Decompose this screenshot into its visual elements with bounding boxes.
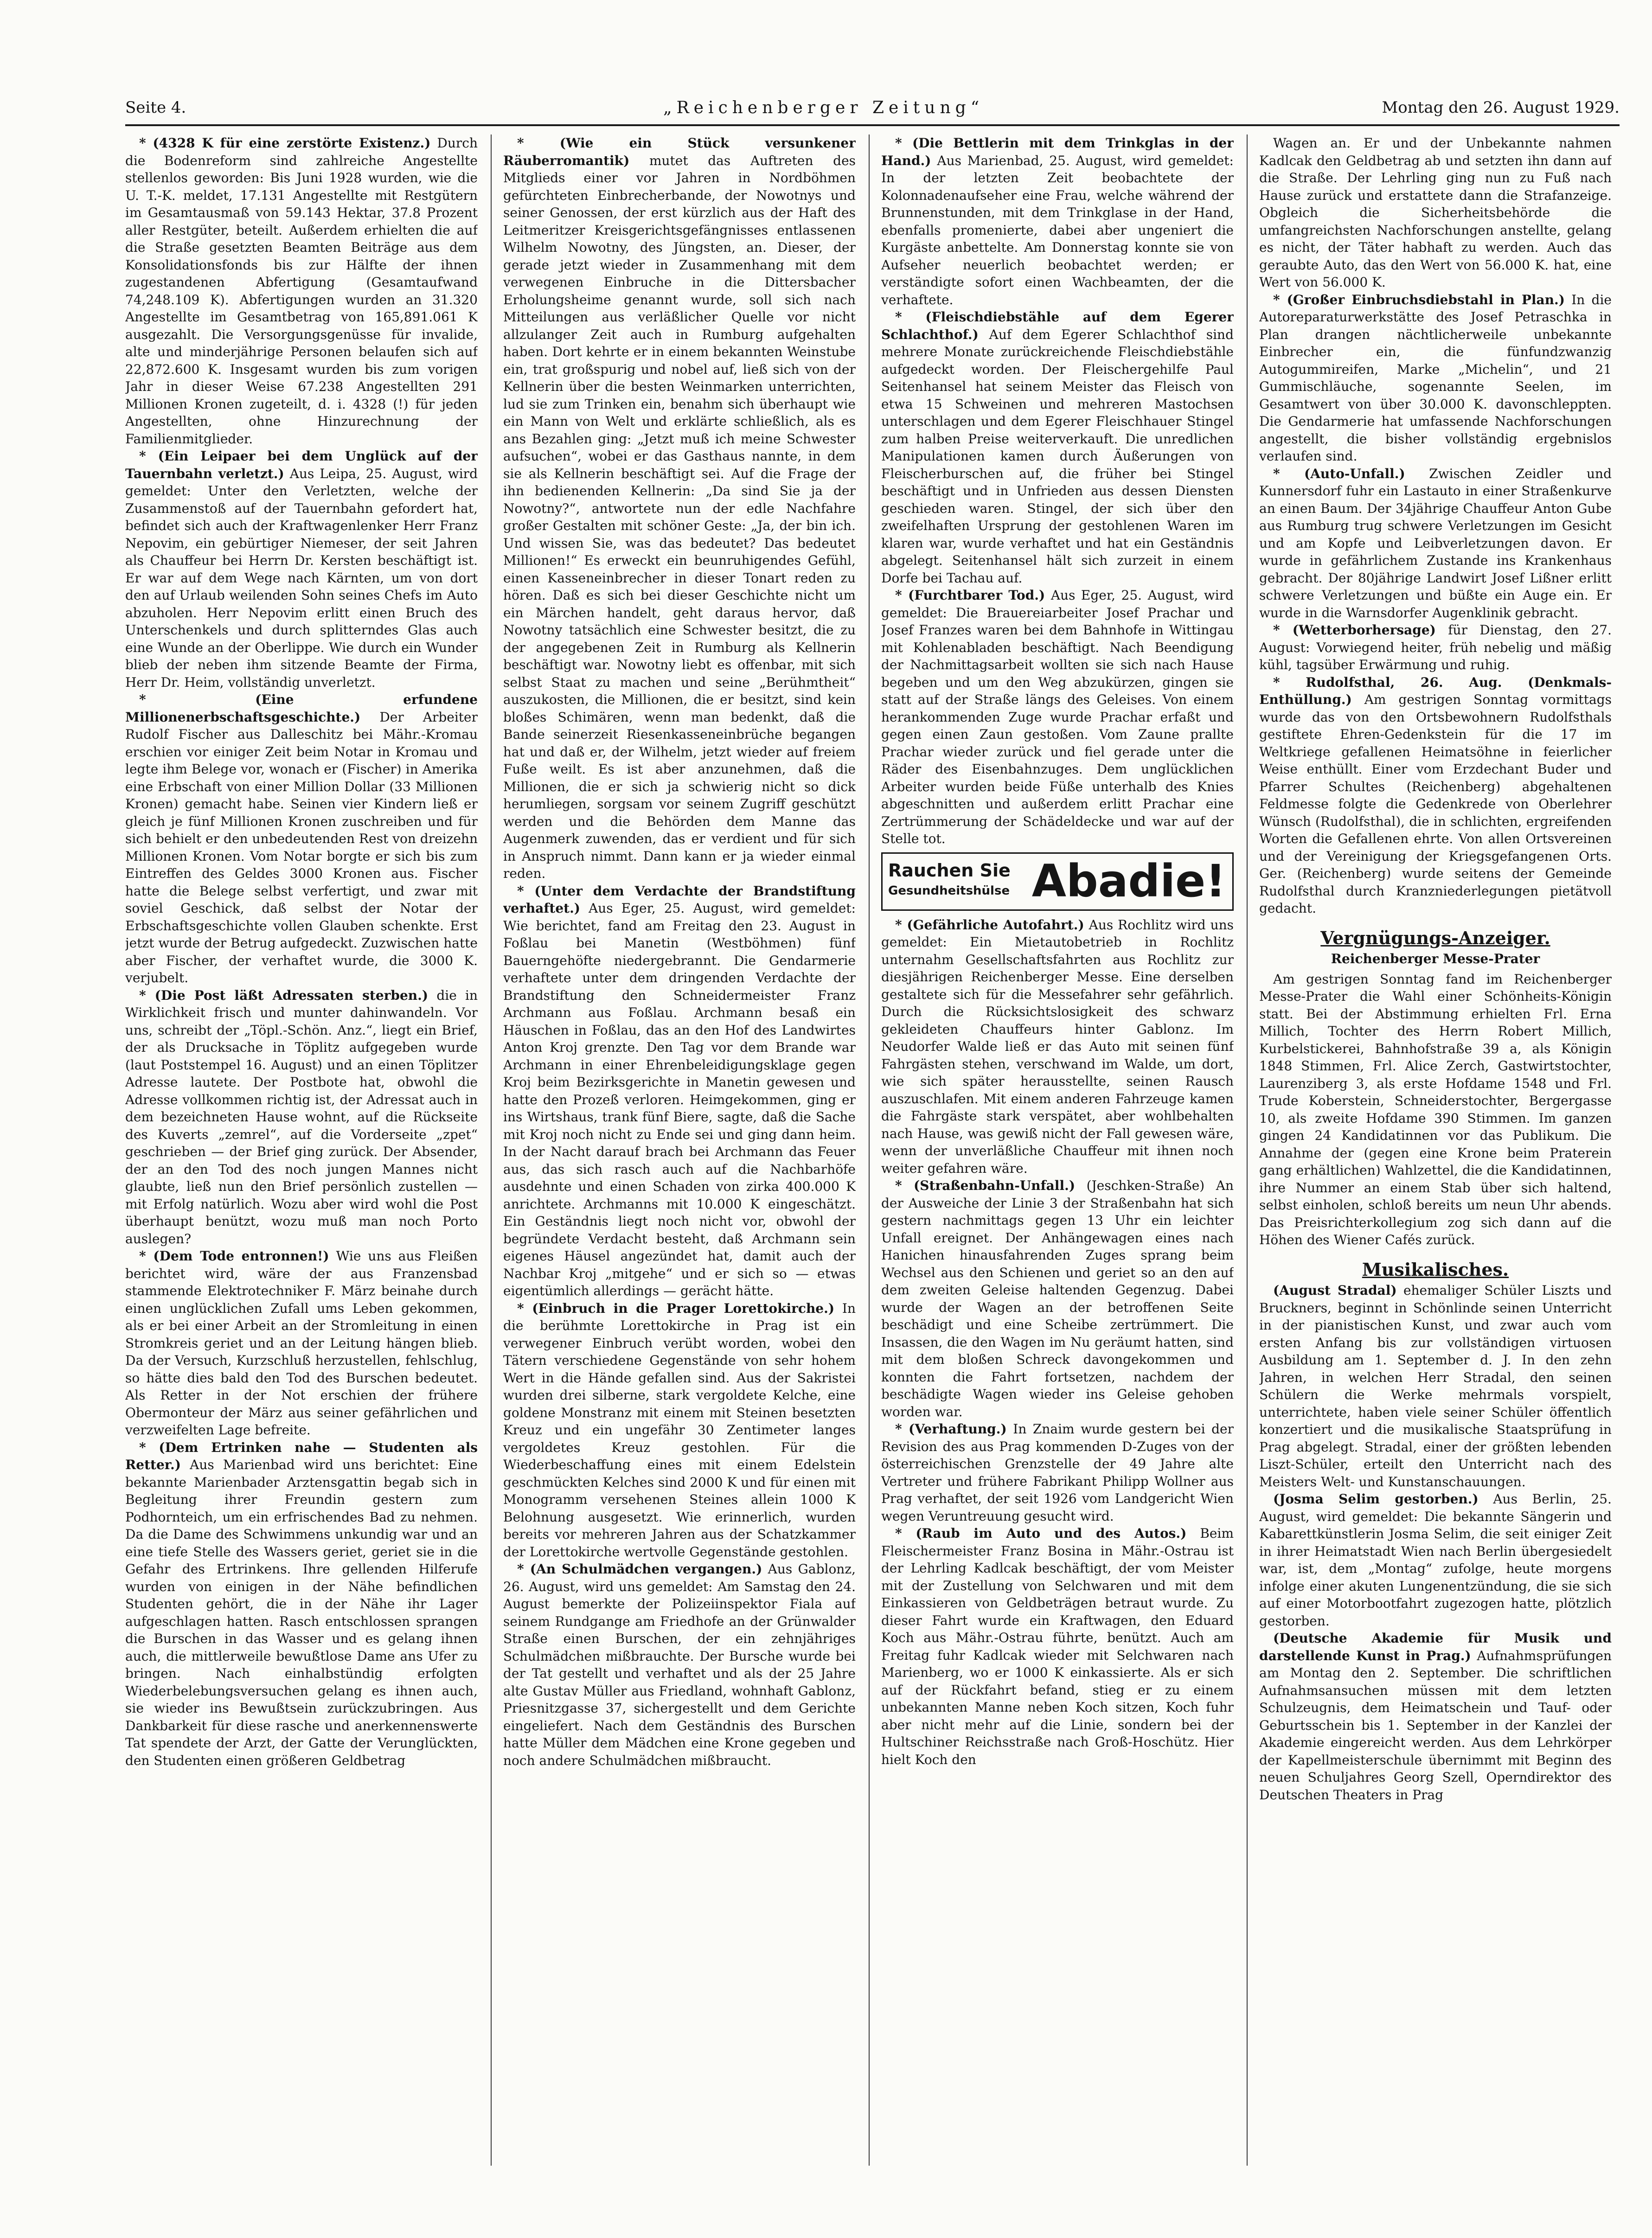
article-text: ehemaliger Schüler Liszts und Bruckners, beginnt in Schönlinde seinen Unterricht in der pianistischen Kunst, und zwar auch vom ersten Anfang bis zur vollständigen virtuosen Ausbildung am 1. September d. J. In den zehn Jahren, in welchen Herr Stradal, den seinen Schülern die Werke mehrmals vorspielt, unterrichtete, haben viele seiner Schüler öffentlich konzertiert und die musikalische Staatsprüfung in Prag abgelegt. Stradal, einer der größten lebenden Liszt-Schüler, erteilt den Unterricht nach des Meisters Welt- und Kunstanschauungen. — [1259, 1283, 1612, 1490]
column-divider — [491, 134, 492, 2166]
article-text: (Jeschken-Straße) An der Ausweiche der Linie 3 der Straßenbahn hat sich gestern nachmittags gegen 13 Uhr ein leichter Unfall ereignet. Der Anhängewagen eines nach Hanichen hinausfahrenden Zuges sprang beim Wechsel aus den Schienen und geriet so an den auf dem zweiten Geleise haltenden Gegenzug. Dabei wurde der Wagen an der betroffenen Seite beschädigt und eine Scheibe zertrümmert. Die Insassen, die den Wagen im Nu geräumt hatten, sind mit dem bloßen Schreck davongekommen und konnten die Fahrt fortsetzen, nachdem der beschädigte Wagen wieder ins Geleise gehoben worden war. — [881, 1178, 1234, 1420]
subsection-heading: Reichenberger Messe-Prater — [1331, 951, 1540, 966]
ad-line1: Rauchen Sie — [888, 860, 1011, 881]
article-heading: * (Die Post läßt Adressaten sterben.) — [139, 987, 429, 1003]
article-heading: * (4328 K für eine zerstörte Existenz.) — [139, 135, 431, 151]
article-heading: * (Unter dem Verdachte der Brandstiftung verhaftet.) — [503, 883, 856, 916]
article-text: Der Arbeiter Rudolf Fischer aus Dalleschitz bei Mähr.-Kromau erschien vor einiger Zeit beim Notar in Kromau und legte ihm Belege vor, wonach er (Fischer) in Amerika eine Erbschaft von einer Million Dollar (33 Millionen Kronen) gemacht habe. Seinen vier Kindern ließ er gleich je fünf Millionen Kronen zuschreiben und für sich behielt er den unbedeutenden Rest von dreizehn Millionen Kronen. Vom Notar borgte er sich bis zum Eintreffen des Geldes 3000 Kronen aus. Fischer hatte die Belege selbst verfertigt, und zwar mit soviel Geschick, daß selbst der Notar der Erbschaftsgeschichte vollen Glauben schenkte. Erst jetzt wurde der Betrug aufgedeckt. Zuzwischen hatte aber Fischer, der verhaftet wurde, die 3000 K. verjubelt. — [125, 709, 478, 985]
article-text: Aus Marienbad wird uns berichtet: Eine bekannte Marienbader Arztensgattin begab sich in Begleitung ihrer Freundin gestern zum Podhornteich, um ein erfrischendes Bad zu nehmen. Da die Dame des Schwimmens unkundig war und an eine tiefe Stelle des Wassers geriet, geriet sie in die Gefahr des Ertrinkens. Ihre gellenden Hilferufe wurden von einigen in der Nähe befindlichen Studenten gehört, die in der Nähe ihr Lager aufgeschlagen hatten. Rasch entschlossen sprangen die Burschen in das Wasser und es gelang ihnen auch, die mittlerweile bewußtlose Dame ans Ufer zu bringen. Nach einhalbstündig erfolgten Wiederbelebungsversuchen gelang es ihnen auch, sie wieder ins Bewußtsein zurückzubringen. Aus Dankbarkeit für diese rasche und anerkennenswerte Tat spendete der Arzt, der Gatte der Verunglückten, den Studenten einen größeren Geldbetrag — [125, 1457, 478, 1768]
article-paragraph — [125, 1439, 478, 1770]
page-header — [125, 98, 1620, 128]
article-text: In die Autoreparaturwerkstätte des Josef Petraschka in Plan drangen nächtlicherweile unbekannte Einbrecher ein, die fünfundzwanzig Autogummireifen, Marke „Michelin“, und 21 Gummischläuche, sogenannte Seelen, im Gesamtwert von über 30.000 K. davonschleppten. Die Gendarmerie hat umfassende Nachforschungen angestellt, die bisher vollständig ergebnislos verlaufen sind. — [1259, 292, 1612, 464]
article-heading: * (Raub im Auto und des Autos.) — [895, 1526, 1187, 1541]
article-heading: * (Ein Leipaer bei dem Unglück auf der Tauernbahn verletzt.) — [125, 448, 478, 481]
article-text: Aus Marienbad, 25. August, wird gemeldet: In der letzten Zeit beobachtete der Kolonnadenaufseher eine Frau, welche während der Brunnenstunden, mit dem Trinkglase in der Hand, ebenfalls promenierte, dabei aber ungeniert die Kurgäste anbettelte. Am Donnerstag konnte sie von Aufseher neuerlich beobachtet werden; er verständigte sofort einen Wachbeamten, der die verhaftete. — [881, 153, 1234, 307]
article-heading: * Rudolfsthal, 26. Aug. (Denkmals-Enthüllung.) — [1259, 674, 1612, 707]
article-heading: * (Eine erfundene Millionenerbschaftsgeschichte.) — [125, 692, 478, 725]
ad-line2: Gesundheitshülse — [888, 883, 1010, 898]
article-text: Aus Eger, 25. August, wird gemeldet: Wie berichtet, fand am Freitag den 23. August in Foßlau bei Manetin (Westböhmen) fünf Bauerngehöfte niedergebrannt. Die Gendarmerie verhaftete unter dem dringenden Verdachte der Brandstiftung den Schneidermeister Franz Archmann aus Foßlau. Archmann besaß ein Häuschen in Foßlau, das an den Hof des Landwirtes Anton Kroj grenzte. Den Tag vor dem Brande war Archmann in einer Ehrenbeleidigungsklage gegen Kroj beim Bezirksgerichte in Manetin gewesen und hatte den Prozeß verloren. Heimgekommen, ging er ins Wirtshaus, trank fünf Biere, sagte, daß die Sache mit Kroj noch nicht zu Ende sei und ging dann heim. In der Nacht darauf brach bei Archmann das Feuer aus, das sich rasch auch auf die Nachbarhöfe ausdehnte und einen Schaden von zirka 400.000 K anrichtete. Archmanns mit 10.000 K eingeschätzt. Ein Geständnis liegt noch nicht vor, obwohl der begründete Verdacht besteht, daß Archmann sein eigenes Häusel angezündet hat, damit auch der Nachbar Kroj „mitgehe“ und er sich so — etwas eigentümlich allerdings — gerächt hätte. — [503, 901, 856, 1298]
issue-date: Montag den 26. August 1929. — [1382, 98, 1620, 117]
article-heading: * (Verhaftung.) — [895, 1421, 1007, 1437]
article-heading: * (Wetterborhersage) — [1273, 622, 1436, 638]
article-text: die in Wirklichkeit frisch und munter dahinwandeln. Vor uns, schreibt der „Töpl.-Schön. Anz.“, liegt ein Brief, der als Drucksache in Töplitz aufgegeben wurde (laut Poststempel 16. August) und an einen Töplitzer Adresse lautete. Der Postbote hat, obwohl die Adresse vollkommen richtig ist, der Adressat auch in dem bezeichneten Hause wohnt, auf die Rückseite des Kuverts „zemrel“, auf die Vorderseite „zpet“ geschrieben — der Brief ging zurück. Der Absender, der an den Tod des noch jungen Mannes nicht glaubte, ließ nun den Brief persönlich zustellen — mit Erfolg natürlich. Wozu aber wird wohl die Post überhaupt benützt, wozu muß man noch Porto auslegen? — [125, 987, 478, 1247]
article-paragraph — [125, 1247, 478, 1439]
column-divider — [869, 134, 870, 2166]
article-paragraph — [503, 1560, 856, 1769]
article-text: Zwischen Zeidler und Kunnersdorf fuhr ein Lastauto in einer Straßenkurve an einen Baum. Der 34jährige Chauffeur Anton Gube aus Rumburg trug schwere Verletzungen im Gesicht und am Kopfe und Leibverletzungen davon. Er wurde in gefährlichem Zustande ins Krankenhaus gebracht. Der 80jährige Landwirt Josef Lißner erlitt schwere Verletzungen und büßte ein Auge ein. Er wurde in die Warnsdorfer Augenklinik gebracht. — [1259, 466, 1612, 620]
column-1 — [125, 134, 478, 2161]
article-text: In Znaim wurde gestern bei der Revision des aus Prag kommenden D-Zuges von der österreichischen Grenzstelle der 49 Jahre alte Vertreter und frühere Fabrikant Philipp Wollner aus Prag verhaftet, der seit 1926 vom Landgericht Wien wegen Veruntreuung gesucht wird. — [881, 1421, 1234, 1524]
article-paragraph — [503, 1300, 856, 1561]
article-text: Am gestrigen Sonntag fand im Reichenberger Messe-Prater die Wahl einer Schönheits-Königin statt. Bei der Abstimmung erhielten Frl. Erna Millich, Tochter des Herrn Robert Millich, Kurbelstickerei, Bahnhofstraße 39 a, als Königin 1848 Stimmen, Frl. Alice Zerch, Gastwirtstochter, Laurenziberg 3, als erste Hofdame 1548 und Frl. Trude Koberstein, Schneiderstochter, Bergergasse 10, als zweite Hofdame 390 Stimmen. Im ganzen gingen 24 Kandidatinnen vor das Publikum. Die Annahme der (gegen eine Krone beim Praterein gang erhältlichen) Wahlzettel, die die Kandidatinnen, ihre Nummer an einem Stab über sich haltend, selbst einholen, schloß bereits um neun Uhr abends. Das Preisrichterkollegium zog sich dann auf die Höhen des Wiener Cafés zurück. — [1259, 971, 1612, 1247]
article-paragraph — [1259, 674, 1612, 917]
article-heading: (Deutsche Akademie für Musik und darstellende Kunst in Prag.) — [1259, 1631, 1612, 1663]
newspaper-title: „Reichenberger Zeitung“ — [663, 98, 984, 117]
article-text: Wie uns aus Fleißen berichtet wird, wäre der aus Franzensbad stammende Elektrotechniker F. März beinahe durch einen unglücklichen Zufall ums Leben gekommen, als er bei einer Arbeit an der Stromleitung in einen Stromkreis geriet und an der Leitung hängen blieb. Da der Versuch, Kurzschluß herzustellen, fehlschlug, so hätte dies bald den Tod des Burschen bedeutet. Als Retter in der Not erschien der frühere Obermonteur der März aus seiner gefährlichen und verzweifelten Lage befreite. — [125, 1248, 478, 1438]
advertisement-abadie — [881, 852, 1234, 911]
article-text: In die berühmte Lorettokirche in Prag ist ein verwegener Einbruch verübt worden, wobei den Tätern verschiedene Gegenstände von sehr hohem Wert in die Hände gefallen sind. Aus der Sakristei wurden drei silberne, stark vergoldete Kelche, eine goldene Monstranz mit einem mit Steinen besetzten Kreuz und ein ungefähr 30 Zentimeter langes vergoldetes Kreuz gestohlen. Für die Wiederbeschaffung eines mit einem Edelstein geschmückten Kelches sind 2000 K und für einen mit Monogramm versehenen Steines allein 1000 K Belohnung ausgesetzt. Wie erinnerlich, wurden bereits vor mehreren Jahren aus der Schatzkammer der Lorettokirche wertvolle Gegenstände gestohlen. — [503, 1300, 856, 1560]
article-paragraph — [125, 691, 478, 987]
article-text: Durch die Bodenreform sind zahlreiche Angestellte stellenlos geworden: Bis Juni 1928 wurden, wie die U. T.-K. meldet, 17.131 Angestellte mit Restgütern im Gesamtausmaß von 59.143 Hektar, 37.8 Prozent aller Restgüter, beteilt. Außerdem erhielten die auf die Straße gesetzten Beamten Beiträge aus dem Konsolidationsfonds bis zur Hälfte der ihnen zugestandenen Abfertigung (Gesamtaufwand 74,248.109 K). Abfertigungen wurden an 31.320 Angestellte im Gesamtbetrag von 165,891.061 K ausgezahlt. Die Versorgungsgenüsse für invalide, alte und minderjährige Personen belaufen sich auf 22,872.600 K. Insgesamt wurden bis zum vorigen Jahr in dieser Weise 67.238 Angestellten 291 Millionen Kronen zugeteilt, d. i. 4328 (!) für jeden Angestellten, ohne Hinzurechnung der Familienmitglieder. — [125, 135, 478, 447]
article-paragraph — [1259, 1282, 1612, 1490]
section-heading: Musikalisches. — [1362, 1259, 1509, 1280]
article-paragraph — [1259, 291, 1612, 465]
article-text: Aus Gablonz, 26. August, wird uns gemeldet: Am Samstag den 24. August bemerkte der Polizeiinspektor Fiala auf seinem Rundgange am Friedhofe an der Grünwalder Straße einen Burschen, der ein zehnjähriges Schulmädchen mißbrauchte. Der Bursche wurde bei der Tat gestellt und verhaftet und als der 25 Jahre alte Gustav Müller aus Friedland, wohnhaft Gablonz, Priesnitzgasse 37, sichergestellt und dem Gerichte eingeliefert. Nach dem Geständnis des Burschen hatte Müller dem Mädchen eine Krone gegeben und noch andere Schulmädchen mißbraucht. — [503, 1561, 856, 1768]
article-paragraph — [125, 987, 478, 1248]
article-heading: * (Dem Ertrinken nahe — Studenten als Retter.) — [125, 1439, 478, 1472]
article-paragraph — [1259, 1630, 1612, 1803]
article-text: Aufnahmsprüfungen am Montag den 2. September. Die schriftlichen Aufnahmsansuchen müssen mit dem letzten Schulzeugnis, dem Heimatschein und Tauf- oder Geburtsschein bis 1. September in der Kanzlei der Akademie eingereicht werden. Aus dem Lehrkörper der Kapellmeisterschule übernimmt mit Beginn des neuen Schuljahres Georg Szell, Operndirektor des Deutschen Theaters in Prag — [1259, 1648, 1612, 1803]
column-2 — [503, 134, 856, 2161]
article-heading: * (Straßenbahn-Unfall.) — [895, 1178, 1076, 1193]
header-rule — [125, 124, 1620, 126]
article-paragraph — [503, 134, 856, 882]
article-paragraph — [503, 882, 856, 1300]
article-paragraph — [1259, 134, 1612, 291]
article-text: Auf dem Egerer Schlachthof sind mehrere Monate zurückreichende Fleischdiebstähle aufgedeckt worden. Der Fleischergehilfe Paul Seitenhansel hat seinem Meister das Fleisch von etwa 15 Schweinen und mehreren Mastochsen unterschlagen und dem Egerer Fleischhauer Stingel zum halben Preise weiterverkauft. Die unredlichen Manipulationen kamen durch Äußerungen von Fleischerburschen auf, die früher bei Stingel beschäftigt und in Unfrieden aus dessen Diensten geschieden waren. Stingel, der sich über den zweifelhaften Ursprung der gestohlenen Waren im klaren war, wurde verhaftet und hat ein Geständnis abgelegt. Seitenhansel hält sich zurzeit in einem Dorfe bei Tachau auf. — [881, 326, 1234, 586]
article-paragraph — [125, 448, 478, 691]
article-paragraph — [881, 587, 1234, 848]
section-heading: Vergnügungs-Anzeiger. — [1320, 927, 1550, 948]
article-paragraph — [881, 134, 1234, 308]
article-heading: (Josma Selim gestorben.) — [1273, 1491, 1479, 1507]
page-number: Seite 4. — [125, 98, 186, 117]
article-paragraph — [125, 134, 478, 448]
article-heading: * (Auto-Unfall.) — [1273, 466, 1405, 481]
column-4 — [1259, 134, 1612, 2161]
article-paragraph — [1259, 971, 1612, 1249]
article-heading: * (Großer Einbruchsdiebstahl in Plan.) — [1273, 292, 1565, 307]
article-text: Beim Fleischermeister Franz Bosina in Mähr.-Ostrau ist der Lehrling Kadlcak beschäftigt, der vom Meister mit der Zustellung von Selchwaren und mit dem Einkassieren von Geldbeträgen betraut wurde. Zu dieser Fahrt wurde ein Kraftwagen, den Eduard Koch aus Mähr.-Ostrau führte, benützt. Auch am Freitag fuhr Kadlcak wieder mit Selchwaren nach Marienberg, wo er 1000 K einkassierte. Als er sich auf der Rückfahrt befand, stieg er zu einem unbekannten Manne neben Koch sitzen, Koch fuhr aber nicht mehr auf die Linie, sondern bei der Hultschiner Reichsstraße nach Groß-Hoschütz. Hier hielt Koch den — [881, 1526, 1234, 1767]
article-text: Am gestrigen Sonntag vormittags wurde das von den Ortsbewohnern Rudolfsthals gestiftete Ehren-Gedenkstein für die 17 im Weltkriege gefallenen Heimatsöhne in feierlicher Weise enthüllt. Einer vom Erzdechant Buder und Pfarrer Schultes (Reichenberg) abgehaltenen Feldmesse folgte die Gedenkrede von Oberlehrer Wünsch (Rudolfsthal), die in schlichten, ergreifenden Worten die Gefallenen ehrte. Von allen Ortsvereinen und der Vereinigung der Kriegsgefangenen Orts. Ger. (Reichenberg) wurde seitens der Gemeinde Rudolfsthal durch Kranzniederlegungen pietätvoll gedacht. — [1259, 692, 1612, 916]
article-text: Aus Berlin, 25. August, wird gemeldet: Die bekannte Sängerin und Kabarettkünstlerin Josma Selim, die seit einiger Zeit in ihrer Heimatstadt Wien nach Berlin übergesiedelt war, ist, dem „Montag“ zufolge, heute morgens infolge einer akuten Lungenentzündung, die sie sich auf einer Motorbootfahrt zugezogen hatte, plötzlich gestorben. — [1259, 1491, 1612, 1629]
article-paragraph — [881, 1420, 1234, 1525]
article-paragraph — [1259, 1490, 1612, 1630]
article-heading: * (Wie ein Stück versunkener Räuberromantik) — [503, 135, 856, 168]
article-text: Aus Rochlitz wird uns gemeldet: Ein Mietautobetrieb in Rochlitz unternahm Gesellschaftsfahrten aus Rochlitz zur diesjährigen Reichenberger Messe. Eine derselben gestaltete sich für die Messefahrer sehr gefährlich. Durch die Rücksichtslosigkeit des schwarz gekleideten Chauffeurs hinter Gablonz. Im Neudorfer Walde ließ er das Auto mit seinen fünf Fahrgästen stehen, verschwand im Walde, um dort, wie sich später herausstellte, seinen Rausch auszuschlafen. Mit einem anderen Fahrzeuge kamen die Fahrgäste stark verspätet, aber wohlbehalten nach Hause, was gewiß nicht der Fall gewesen wäre, wenn der unverläßliche Chauffeur mit ihnen noch weiter gefahren wäre. — [881, 917, 1234, 1176]
article-heading: * (Die Bettlerin mit dem Trinkglas in der Hand.) — [881, 135, 1234, 168]
article-heading: * (Gefährliche Autofahrt.) — [895, 917, 1084, 933]
ad-brand: Abadie! — [1031, 855, 1226, 907]
article-text: Wagen an. Er und der Unbekannte nahmen Kadlcak den Geldbetrag ab und setzten ihn dann auf die Straße. Der Lehrling ging nun zu Fuß nach Hause zurück und erstattete dann die Strafanzeige. Obgleich die Sicherheitsbehörde die umfangreichsten Nachforschungen anstellte, gelang es nicht, der Täter habhaft zu werden. Auch das geraubte Auto, das den Wert von 56.000 K. hat, eine Wert von 56.000 K. — [1259, 135, 1612, 290]
article-paragraph — [1259, 621, 1612, 674]
article-heading: * (Dem Tode entronnen!) — [139, 1248, 329, 1264]
article-text: Aus Leipa, 25. August, wird gemeldet: Unter den Verletzten, welche der Zusammenstoß auf der Tauernbahn gefordert hat, befindet sich auch der Kraftwagenlenker Herr Franz Nepovim, ein gebürtiger Niemeser, der seit Jahren als Chauffeur bei Herrn Dr. Kersten beschäftigt ist. Er war auf dem Wege nach Kärnten, um von dort den auf Urlaub weilenden Sohn seines Chefs im Auto abzuholen. Herr Nepovim erlitt einen Bruch des Unterschenkels und durch splitterndes Glas auch eine Wunde an der Oberlippe. Wie durch ein Wunder blieb der neben ihm sitzende Beamte der Firma, Herr Dr. Heim, vollständig unverletzt. — [125, 466, 478, 690]
article-paragraph — [1259, 465, 1612, 622]
article-paragraph — [881, 308, 1234, 587]
article-heading: * (Furchtbarer Tod.) — [895, 588, 1045, 603]
article-paragraph — [881, 916, 1234, 1177]
article-text: Aus Eger, 25. August, wird gemeldet: Die Brauereiarbeiter Josef Prachar und Josef Franzes waren bei dem Bahnhofe in Wittingau mit Kohlenabladen beschäftigt. Nach Beendigung der Nachmittagsarbeit wollten sie sich nach Hause begeben und um den Weg abzukürzen, gingen sie statt auf der Straße längs des Geleises. Von einem herankommenden Zuge wurde Prachar erfaßt und gegen einen Zaun gestoßen. Vom Zaune prallte Prachar wieder zurück und fiel gerade unter die Räder des Eisenbahnzuges. Dem unglücklichen Arbeiter wurden beide Füße unterhalb des Knies abgeschnitten und außerdem erlitt Prachar eine Zertrümmerung der Schädeldecke und war auf der Stelle tot. — [881, 588, 1234, 846]
article-heading: * (An Schulmädchen vergangen.) — [517, 1561, 762, 1577]
article-heading: (August Stradal) — [1273, 1283, 1397, 1298]
article-paragraph — [881, 1525, 1234, 1768]
article-heading: * (Fleischdiebstähle auf dem Egerer Schlachthof.) — [881, 309, 1234, 342]
article-paragraph — [881, 1177, 1234, 1420]
article-heading: * (Einbruch in die Prager Lorettokirche.) — [517, 1300, 835, 1316]
column-3 — [881, 134, 1234, 2161]
column-divider — [1247, 134, 1248, 2166]
article-text: mutet das Auftreten des Mitglieds einer vor Jahren in Nordböhmen gefürchteten Einbrecherbande, der Nowotnys und seiner Genossen, der erst kürzlich aus der Haft des Leitmeritzer Kreisgerichtsgefängnisses entlassenen Wilhelm Nowotny, des Jüngsten, an. Dieser, der gerade jetzt wieder in Zusammenhang mit dem verwegenen Einbruche in die Dittersbacher Erholungsheime genannt wurde, soll sich nach Mitteilungen aus verläßlicher Quelle vor nicht allzulanger Zeit auch in Rumburg aufgehalten haben. Dort kehrte er in einem bekannten Weinstube ein, trat großspurig und nobel auf, ließ sich von der Kellnerin über die besten Weinmarken unterrichten, lud sie zum Trinken ein, benahm sich überhaupt wie ein Mann von Welt und erklärte schließlich, als es ans Bezahlen ging: „Jetzt muß ich meine Schwester aufsuchen“, wobei er das Gasthaus nannte, in dem sie als Kellnerin beschäftigt sei. Auf die Frage der ihn bedienenden Kellnerin: „Da sind Sie ja der Nowotny?“, antwortete nun der edle Nachfahre großer Gestalten mit schöner Geste: „Ja, der bin ich. Und wissen Sie, was das bedeutet? Das bedeutet Millionen!“ Es erweckt ein beunruhigendes Gefühl, einen Kasseneinbrecher in dieser Tonart reden zu hören. Daß es sich bei dieser Geschichte nicht um ein Märchen handelt, geht daraus hervor, daß Nowotny tatsächlich eine Schwester besitzt, die zu der angegebenen Zeit in Rumburg als Kellnerin beschäftigt war. Nowotny liebt es offenbar, mit sich selbst Staat zu machen und seine „Berühmtheit“ auszukosten, die Millionen, die er besitzt, sind kein bloßes Schimären, wenn man bedenkt, daß die Bande seinerzeit Riesenkasseneinbrüche begangen hat und daß er, der Wilhelm, jetzt wieder auf freiem Fuße weilt. Es ist aber anzunehmen, daß die Millionen, die er sich ja schwierig nicht so dick herumliegen, sorgsam vor seinem Zugriff geschützt werden und die Behörden dem Manne das Augenmerk zuwenden, das er verdient und für sich in Anspruch nimmt. Dann kann er ja wieder einmal reden. — [503, 153, 856, 881]
article-text: für Dienstag, den 27. August: Vorwiegend heiter, früh nebelig und mäßig kühl, tagsüber Erwärmung und ruhig. — [1259, 622, 1612, 672]
